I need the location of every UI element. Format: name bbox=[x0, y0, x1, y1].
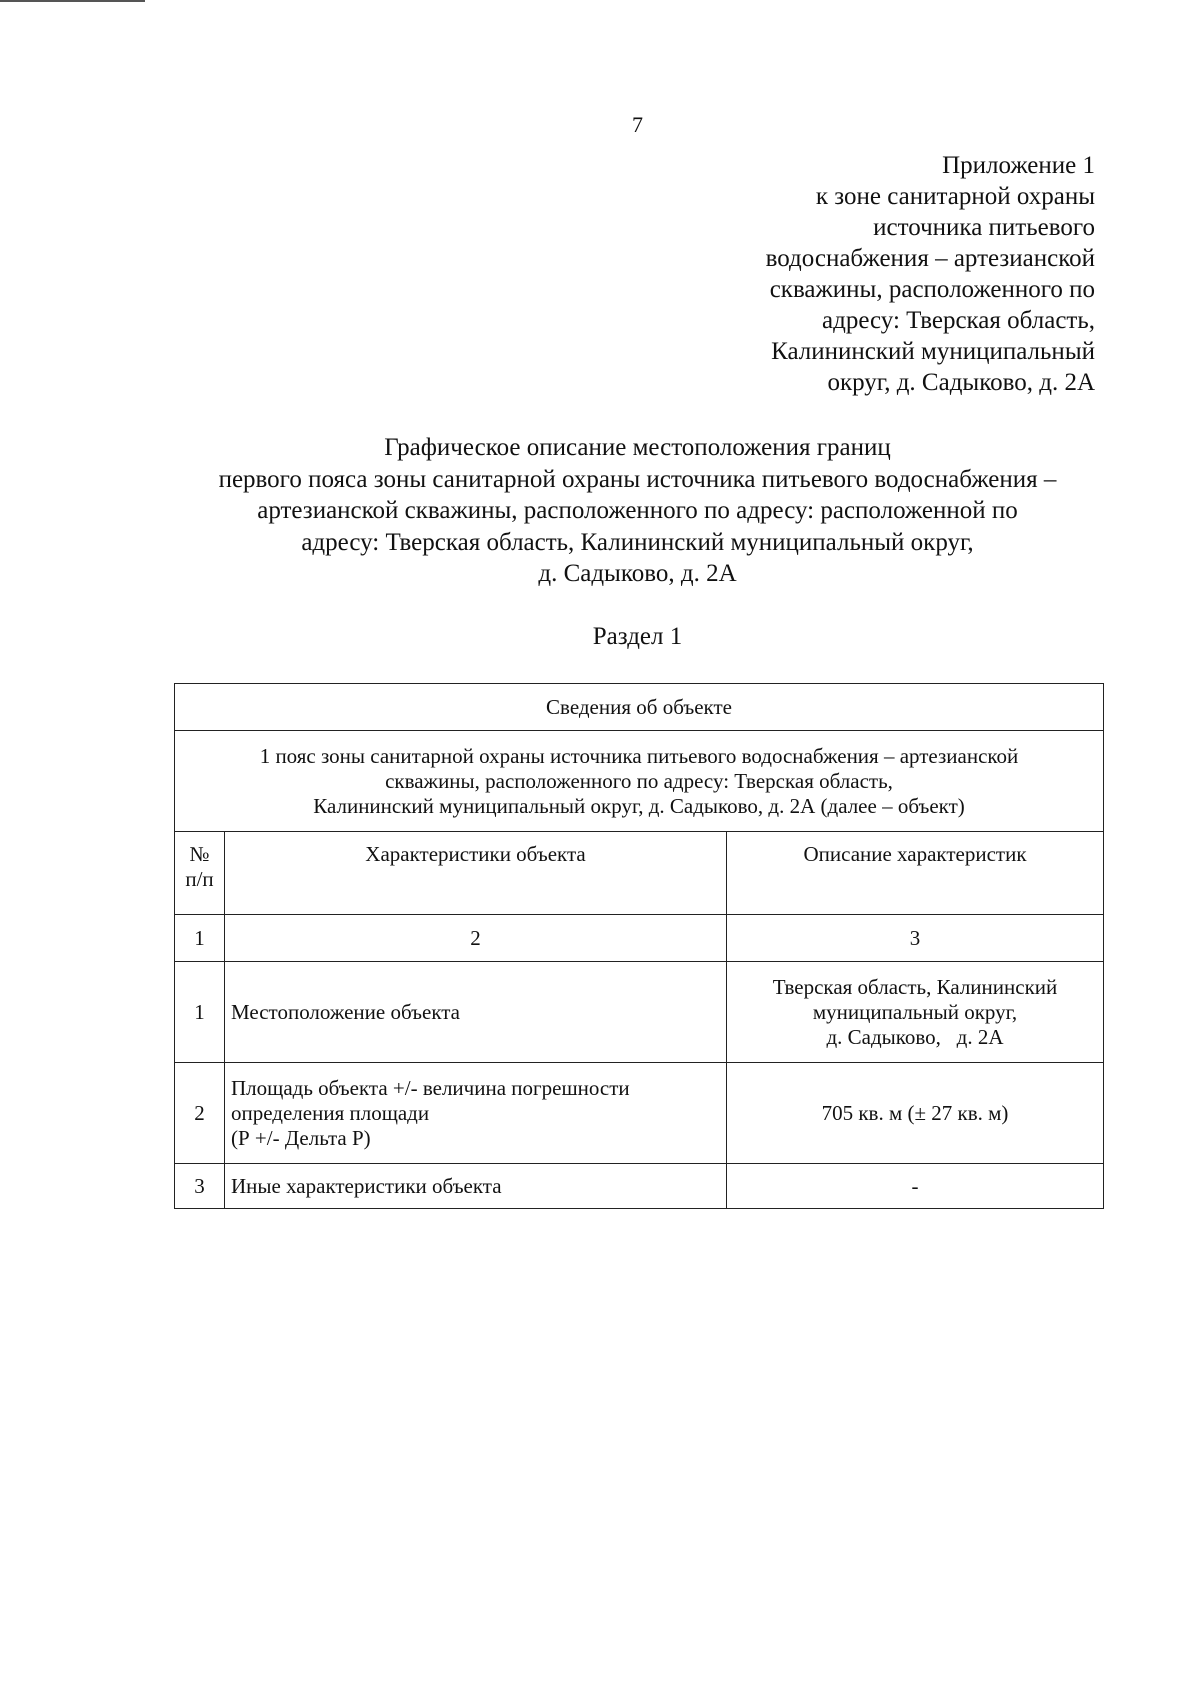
row-number: 3 bbox=[175, 1164, 225, 1209]
title-line: Графическое описание местоположения границ bbox=[384, 434, 891, 461]
column-number: 3 bbox=[727, 915, 1104, 962]
appendix-line: скважины, расположенного по bbox=[769, 276, 1095, 303]
object-description-cell bbox=[175, 731, 1104, 832]
appendix-line: к зоне санитарной охраны bbox=[815, 183, 1095, 210]
appendix-line: Калининский муниципальный bbox=[771, 338, 1095, 365]
description-line: Тверская область, Калининский bbox=[772, 974, 1058, 999]
num-sign: № bbox=[189, 842, 210, 866]
row-description bbox=[727, 1164, 1104, 1209]
characteristic-line: Местоположение объекта bbox=[231, 999, 461, 1024]
scan-edge-line bbox=[0, 0, 145, 2]
title-line: артезианской скважины, расположенного по адресу: расположенной по bbox=[257, 497, 1018, 524]
appendix-line: адресу: Тверская область, bbox=[822, 307, 1095, 334]
section-title: Раздел 1 bbox=[592, 623, 683, 650]
row-number: 2 bbox=[175, 1063, 225, 1164]
appendix-line: округ, д. Садыково, д. 2А bbox=[827, 369, 1095, 396]
object-description-row bbox=[175, 731, 1104, 832]
appendix-line: источника питьевого bbox=[873, 214, 1095, 241]
object-line: Калининский муниципальный округ, д. Садыково, д. 2А (далее – объект) bbox=[313, 793, 965, 818]
column-header-num bbox=[175, 832, 225, 915]
table-row bbox=[175, 1164, 1104, 1209]
appendix-line: водоснабжения – артезианской bbox=[765, 245, 1095, 272]
description-line: муниципальный округ, bbox=[812, 999, 1018, 1024]
column-number: 1 bbox=[175, 915, 225, 962]
table-row bbox=[175, 962, 1104, 1063]
object-line: скважины, расположенного по адресу: Тверская область, bbox=[385, 768, 893, 793]
column-number: 2 bbox=[225, 915, 727, 962]
row-characteristic bbox=[225, 962, 727, 1063]
row-characteristic bbox=[225, 1164, 727, 1209]
object-info-table bbox=[174, 683, 1104, 1209]
characteristic-line: Площадь объекта +/- величина погрешности bbox=[231, 1075, 630, 1100]
appendix-line: Приложение 1 bbox=[942, 152, 1095, 179]
table-header-row bbox=[175, 684, 1104, 731]
document-title bbox=[160, 432, 1115, 590]
description-line: 705 кв. м (± 27 кв. м) bbox=[821, 1100, 1009, 1125]
characteristic-line: (Р +/- Дельта Р) bbox=[231, 1125, 371, 1150]
appendix-header bbox=[640, 150, 1095, 398]
title-line: д. Садыково, д. 2А bbox=[538, 560, 737, 587]
description-line: - bbox=[911, 1173, 919, 1198]
row-description bbox=[727, 962, 1104, 1063]
page-number: 7 bbox=[632, 112, 643, 137]
column-numbers-row bbox=[175, 915, 1104, 962]
row-description bbox=[727, 1063, 1104, 1164]
column-header-characteristics: Характеристики объекта bbox=[225, 832, 727, 915]
title-line: первого пояса зоны санитарной охраны источника питьевого водоснабжения – bbox=[218, 465, 1057, 493]
characteristic-line: Иные характеристики объекта bbox=[231, 1173, 502, 1198]
num-abbr: п/п bbox=[185, 867, 214, 891]
object-line: 1 пояс зоны санитарной охраны источника питьевого водоснабжения – артезианской bbox=[259, 743, 1019, 768]
table-row bbox=[175, 1063, 1104, 1164]
characteristic-line: определения площади bbox=[231, 1100, 430, 1125]
column-header-row bbox=[175, 832, 1104, 915]
description-line: д. Садыково, д. 2А bbox=[826, 1024, 1004, 1049]
row-number: 1 bbox=[175, 962, 225, 1063]
table-header-cell: Сведения об объекте bbox=[175, 684, 1104, 731]
title-line: адресу: Тверская область, Калининский муниципальный округ, bbox=[301, 528, 974, 556]
column-header-description: Описание характеристик bbox=[727, 832, 1104, 915]
row-characteristic bbox=[225, 1063, 727, 1164]
